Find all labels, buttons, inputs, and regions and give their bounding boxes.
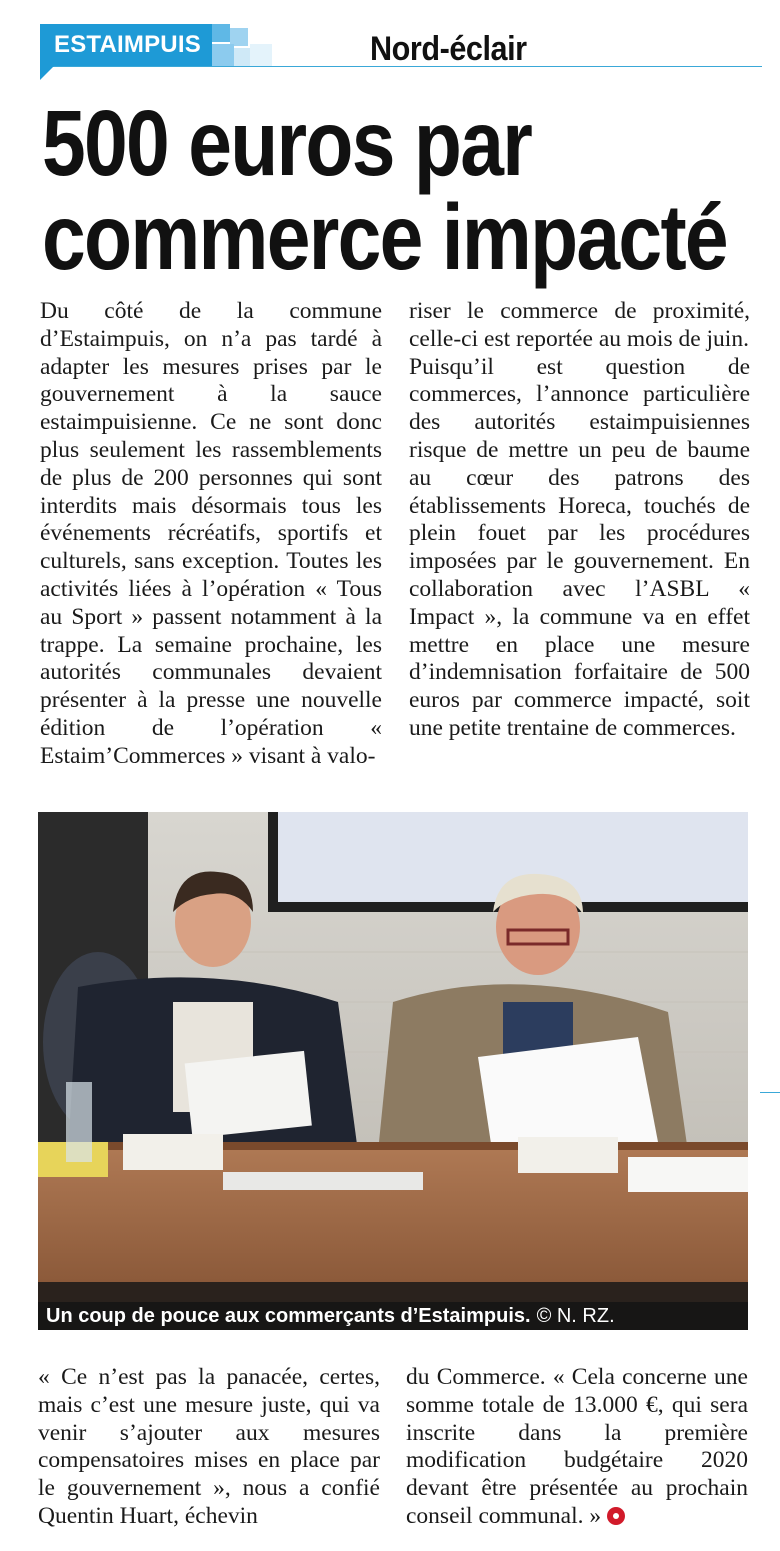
- headline-line-2: commerce impacté: [42, 185, 727, 289]
- meeting-photo-illustration: [38, 812, 748, 1330]
- section-tag: ESTAIMPUIS: [40, 24, 212, 66]
- margin-tick: [760, 1092, 780, 1093]
- column-1-text: Du côté de la commune d’Estaimpuis, on n’a pas tardé à adapter les mesures prises par le gouvernement à la sauce estaimpuisienne. Ce ne sont donc plus seulement les rassemblements de plus de 200 personnes qui sont interdits mais désormais tous les événements récréatifs, sportifs et culturels, sans exception. Toutes les activités liées à l’opération « Tous au Sport » passent notamment à la trappe. La semaine prochaine, les autorités communales devaient présenter à la presse une nouvelle édition de l’opération « Estaim’Commerces » visant à valo-: [40, 298, 382, 769]
- tag-decor-square: [250, 44, 272, 66]
- tag-decor-square: [212, 24, 230, 42]
- column-4-text: du Commerce. « Cela concerne une somme totale de 13.000 €, qui sera inscrite dans la première modification budgétaire 2020 devant être présentée au prochain conseil communal. »: [406, 1364, 748, 1529]
- photo-caption: [38, 1302, 748, 1330]
- column-2-paragraph-2: Puisqu’il est question de commerces, l’annonce particulière des autorités estaimpuisiennes risque de mettre un peu de baume au cœur des patrons des établissements Horeca, touchés de plein fouet par les procédures imposées par le gouvernement. En collaboration avec l’ASBL « Impact », la commune va en effet mettre en place une mesure d’indemnisation forfaitaire de 500 euros par commerce impacté, soit une petite trentaine de commerces.: [409, 353, 750, 741]
- tag-decor-square: [212, 44, 234, 66]
- tag-decor-square: [234, 48, 250, 66]
- caption-text: Un coup de pouce aux commerçants d’Estaimpuis.: [46, 1305, 531, 1327]
- column-2-paragraph-1: riser le commerce de proximité, celle-ci est reportée au mois de juin.: [409, 298, 750, 352]
- column-3-text: « Ce n’est pas la panacée, certes, mais c’est une mesure juste, qui va venir s’ajouter aux mesures compensatoires mises en place par le gouvernement », nous a confié Quentin Huart, échevin: [38, 1364, 380, 1529]
- publication-name: Nord-éclair: [370, 30, 527, 68]
- photo-credit: © N. RZ.: [536, 1305, 615, 1327]
- section-tag-notch: [40, 66, 54, 80]
- article-photo: [38, 812, 748, 1330]
- end-of-article-icon: [607, 1507, 625, 1525]
- headline-line-1: 500 euros par: [42, 91, 532, 195]
- article-column-3: [38, 1364, 380, 1531]
- article-column-2: [409, 298, 750, 743]
- article-column-4: [406, 1364, 748, 1531]
- headline: [42, 91, 727, 289]
- article-column-1: [40, 298, 382, 771]
